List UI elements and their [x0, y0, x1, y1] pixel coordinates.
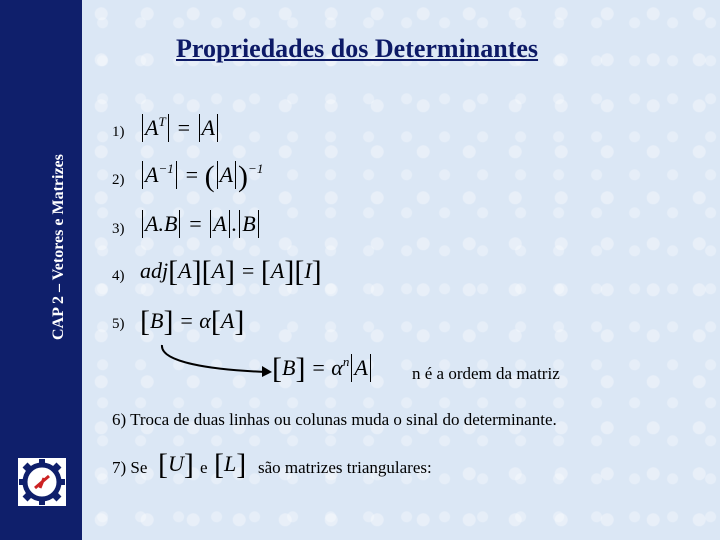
- item-7-and: e: [200, 458, 208, 477]
- item-7-suffix: são matrizes triangulares:: [258, 458, 432, 477]
- formula-product: A.B = A . B: [140, 210, 261, 238]
- formula-transpose: $A^T = A$: [140, 114, 220, 142]
- item-7-prefix: 7) Se: [112, 458, 148, 477]
- matrix-U: [U]: [158, 448, 194, 481]
- item-number-2: 2): [112, 172, 125, 188]
- item-number-5: 5): [112, 316, 125, 332]
- sidebar: [0, 0, 82, 540]
- formula-adjugate: adj[A][A] = [A][I]: [140, 255, 322, 288]
- matrix-L: [L]: [214, 448, 247, 481]
- institution-logo-icon: [18, 458, 66, 506]
- item-6-text: 6) Troca de duas linhas ou colunas muda o sinal do determinante.: [112, 410, 557, 429]
- formula-scalar-det: $[B] = \alpha^n$ A: [272, 352, 373, 386]
- chapter-title: CAP 2 – Vetores e Matrizes: [50, 154, 67, 340]
- arrow-icon: [150, 340, 290, 385]
- item-number-1: 1): [112, 124, 125, 140]
- page-title: Propriedades dos Determinantes: [176, 34, 539, 63]
- item-number-3: 3): [112, 221, 125, 237]
- formula-inverse: $A^{-1}$ = ( A )$^{-1}$: [140, 160, 263, 194]
- item-number-4: 4): [112, 268, 125, 284]
- order-note: n é a ordem da matriz: [412, 364, 560, 383]
- formula-scalar: [B] = α[A]: [140, 305, 245, 338]
